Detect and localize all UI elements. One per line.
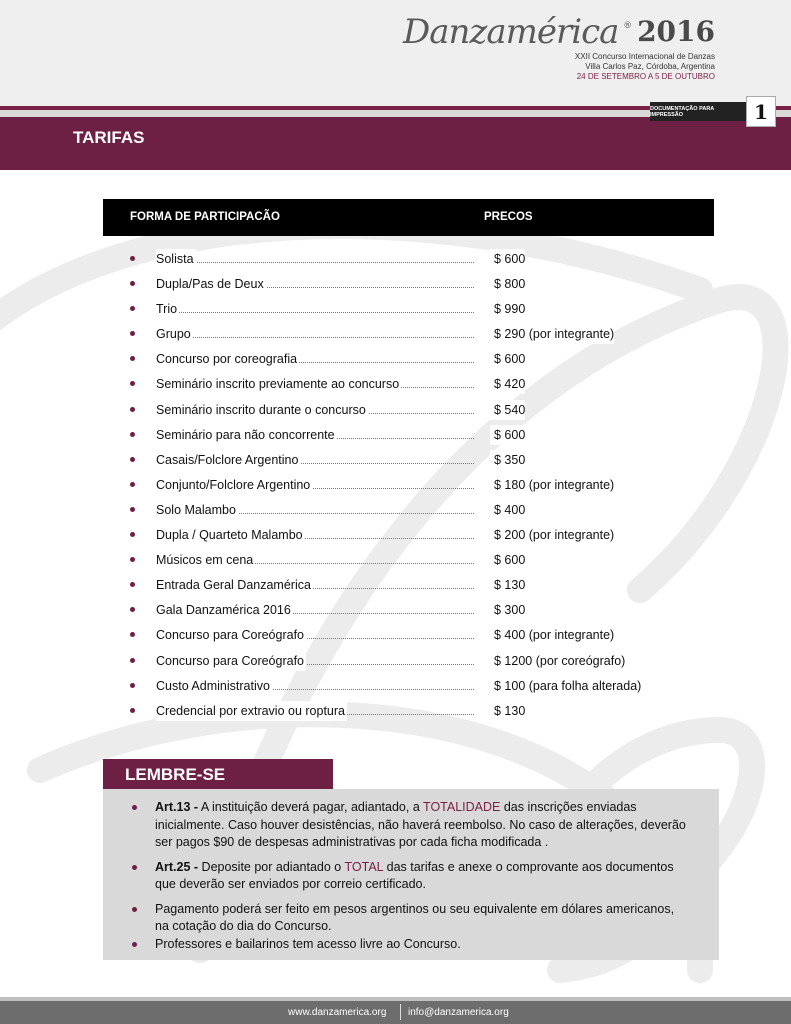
dotted-leader [156,337,474,338]
remember-box [103,789,719,960]
bullet-icon [130,281,135,286]
rate-price: $ 540 [490,400,525,420]
rate-row [130,525,690,550]
remember-note [129,859,689,894]
registered-mark: ® [624,20,632,30]
bullet-icon [130,256,135,261]
rate-row [130,400,690,425]
rate-row [130,500,690,525]
remember-title: LEMBRE-SE [103,759,333,790]
brand-logo [403,12,715,82]
bullet-icon [130,658,135,663]
bullet-icon [130,532,135,537]
rate-row [130,550,690,575]
rate-price: $ 130 [490,575,525,595]
rate-price: $ 990 [490,299,525,319]
bullet-icon [130,582,135,587]
rate-name: Concurso para Coreógrafo [156,625,306,645]
rate-row [130,651,690,676]
bullet-icon [130,356,135,361]
rate-row [130,701,690,726]
rate-row [130,600,690,625]
bullet-icon [132,907,137,912]
note-text: Pagamento poderá ser feito em pesos argentinos ou seu equivalente em dólares americanos, na cotação do dia do Concurso. [155,901,675,933]
rate-name: Grupo [156,324,193,344]
rate-price: $ 400 [490,500,525,520]
logo-wordmark [403,12,715,52]
rate-name: Gala Danzamérica 2016 [156,600,293,620]
rate-price: $ 200 (por integrante) [490,525,614,545]
bullet-icon [130,507,135,512]
column-participation: FORMA DE PARTICIPACÃO [130,211,280,223]
bullet-icon [130,607,135,612]
bullet-icon [132,865,137,870]
rate-price: $ 600 [490,425,525,445]
rate-row [130,374,690,399]
rate-name: Solo Malambo [156,500,238,520]
rate-name: Credencial por extravio ou roptura [156,701,347,721]
bullet-icon [130,432,135,437]
rate-price: $ 600 [490,550,525,570]
website-link[interactable]: www.danzamerica.org [288,1007,387,1018]
rate-price: $ 1200 (por coreógrafo) [490,651,625,671]
rate-price: $ 600 [490,349,525,369]
bullet-icon [130,407,135,412]
note-text-end: das inscrições enviadas inicialmente. Caso houver desistências, não haverá reembolso. No caso de alterações, deverão ser pagos $90 de despesas administrativas por cada ficha modificada . [155,800,686,849]
rate-name: Dupla / Quarteto Malambo [156,525,305,545]
page-title: TARIFAS [73,128,145,147]
email-link[interactable]: info@danzamerica.org [408,1007,509,1018]
rate-row [130,450,690,475]
dotted-leader [156,312,474,313]
rate-name: Trio [156,299,179,319]
note-text-end: das tarifas e anexe o comprovante aos documentos que deverão ser enviados por correio certificado. [155,859,674,891]
article-ref: Art.13 - [155,800,199,814]
rate-name: Concurso por coreografia [156,349,299,369]
rate-row [130,475,690,500]
rate-price: $ 100 (para folha alterada) [490,676,641,696]
rate-row [130,425,690,450]
bullet-icon [132,942,137,947]
note-text: Deposite por adiantado o [198,859,345,874]
remember-note [129,799,689,852]
rates-table-header [103,199,714,236]
brand-year: 2016 [637,15,715,48]
rate-row [130,575,690,600]
rate-name: Custo Administrativo [156,676,272,696]
note-text: A instituição deverá pagar, adiantado, a [198,800,424,814]
remember-note [129,936,689,954]
rate-name: Entrada Geral Danzamérica [156,575,313,595]
note-highlight: TOTAL [344,859,384,874]
rate-price: $ 180 (por integrante) [490,475,614,495]
rate-name: Seminário inscrito durante o concurso [156,400,368,420]
rate-price: $ 290 (por integrante) [490,324,614,344]
rate-name: Solista [156,249,196,269]
rate-row [130,299,690,324]
bullet-icon [132,805,137,810]
note-highlight: TOTALIDADE [423,800,501,814]
footer [0,1001,791,1024]
remember-note [129,901,689,936]
bullet-icon [130,331,135,336]
note-text: Professores e bailarinos tem acesso livre ao Concurso. [155,936,461,951]
contest-dates: 24 DE SETEMBRO A 5 DE OUTUBRO [576,72,715,81]
brand-name: Danzamérica [403,12,619,52]
rate-name: Músicos em cena [156,550,255,570]
bullet-icon [130,632,135,637]
bullet-icon [130,306,135,311]
dotted-leader [156,262,474,263]
rate-price: $ 130 [490,701,525,721]
article-ref: Art.25 - [155,859,199,874]
bullet-icon [130,381,135,386]
rate-name: Concurso para Coreógrafo [156,651,306,671]
rate-row [130,324,690,349]
footer-separator [400,1004,401,1020]
bullet-icon [130,482,135,487]
remember-notes [129,799,689,960]
page-number: 1 [746,96,776,127]
rate-row [130,625,690,650]
rate-row [130,249,690,274]
rate-name: Casais/Folclore Argentino [156,450,300,470]
rate-name: Conjunto/Folclore Argentino [156,475,312,495]
contest-name: XXII Concurso Internacional de Danzas [574,52,715,61]
rate-name: Dupla/Pas de Deux [156,274,266,294]
rate-name: Seminário para não concorrente [156,425,337,445]
rate-name: Seminário inscrito previamente ao concurso [156,374,401,394]
rate-price: $ 300 [490,600,525,620]
column-prices: PRECOS [484,211,533,223]
bullet-icon [130,683,135,688]
bullet-icon [130,557,135,562]
rate-row [130,274,690,299]
rate-price: $ 800 [490,274,525,294]
rate-row [130,676,690,701]
bullet-icon [130,708,135,713]
rate-price: $ 600 [490,249,525,269]
document-tag: DOCUMENTAÇÃO PARA IMPRESSÃO [650,102,746,121]
contest-location: Villa Carlos Paz, Córdoba, Argentina [585,62,715,71]
rate-price: $ 350 [490,450,525,470]
rate-price: $ 420 [490,374,525,394]
rate-price: $ 400 (por integrante) [490,625,614,645]
rate-row [130,349,690,374]
bullet-icon [130,457,135,462]
rates-list [130,249,690,726]
